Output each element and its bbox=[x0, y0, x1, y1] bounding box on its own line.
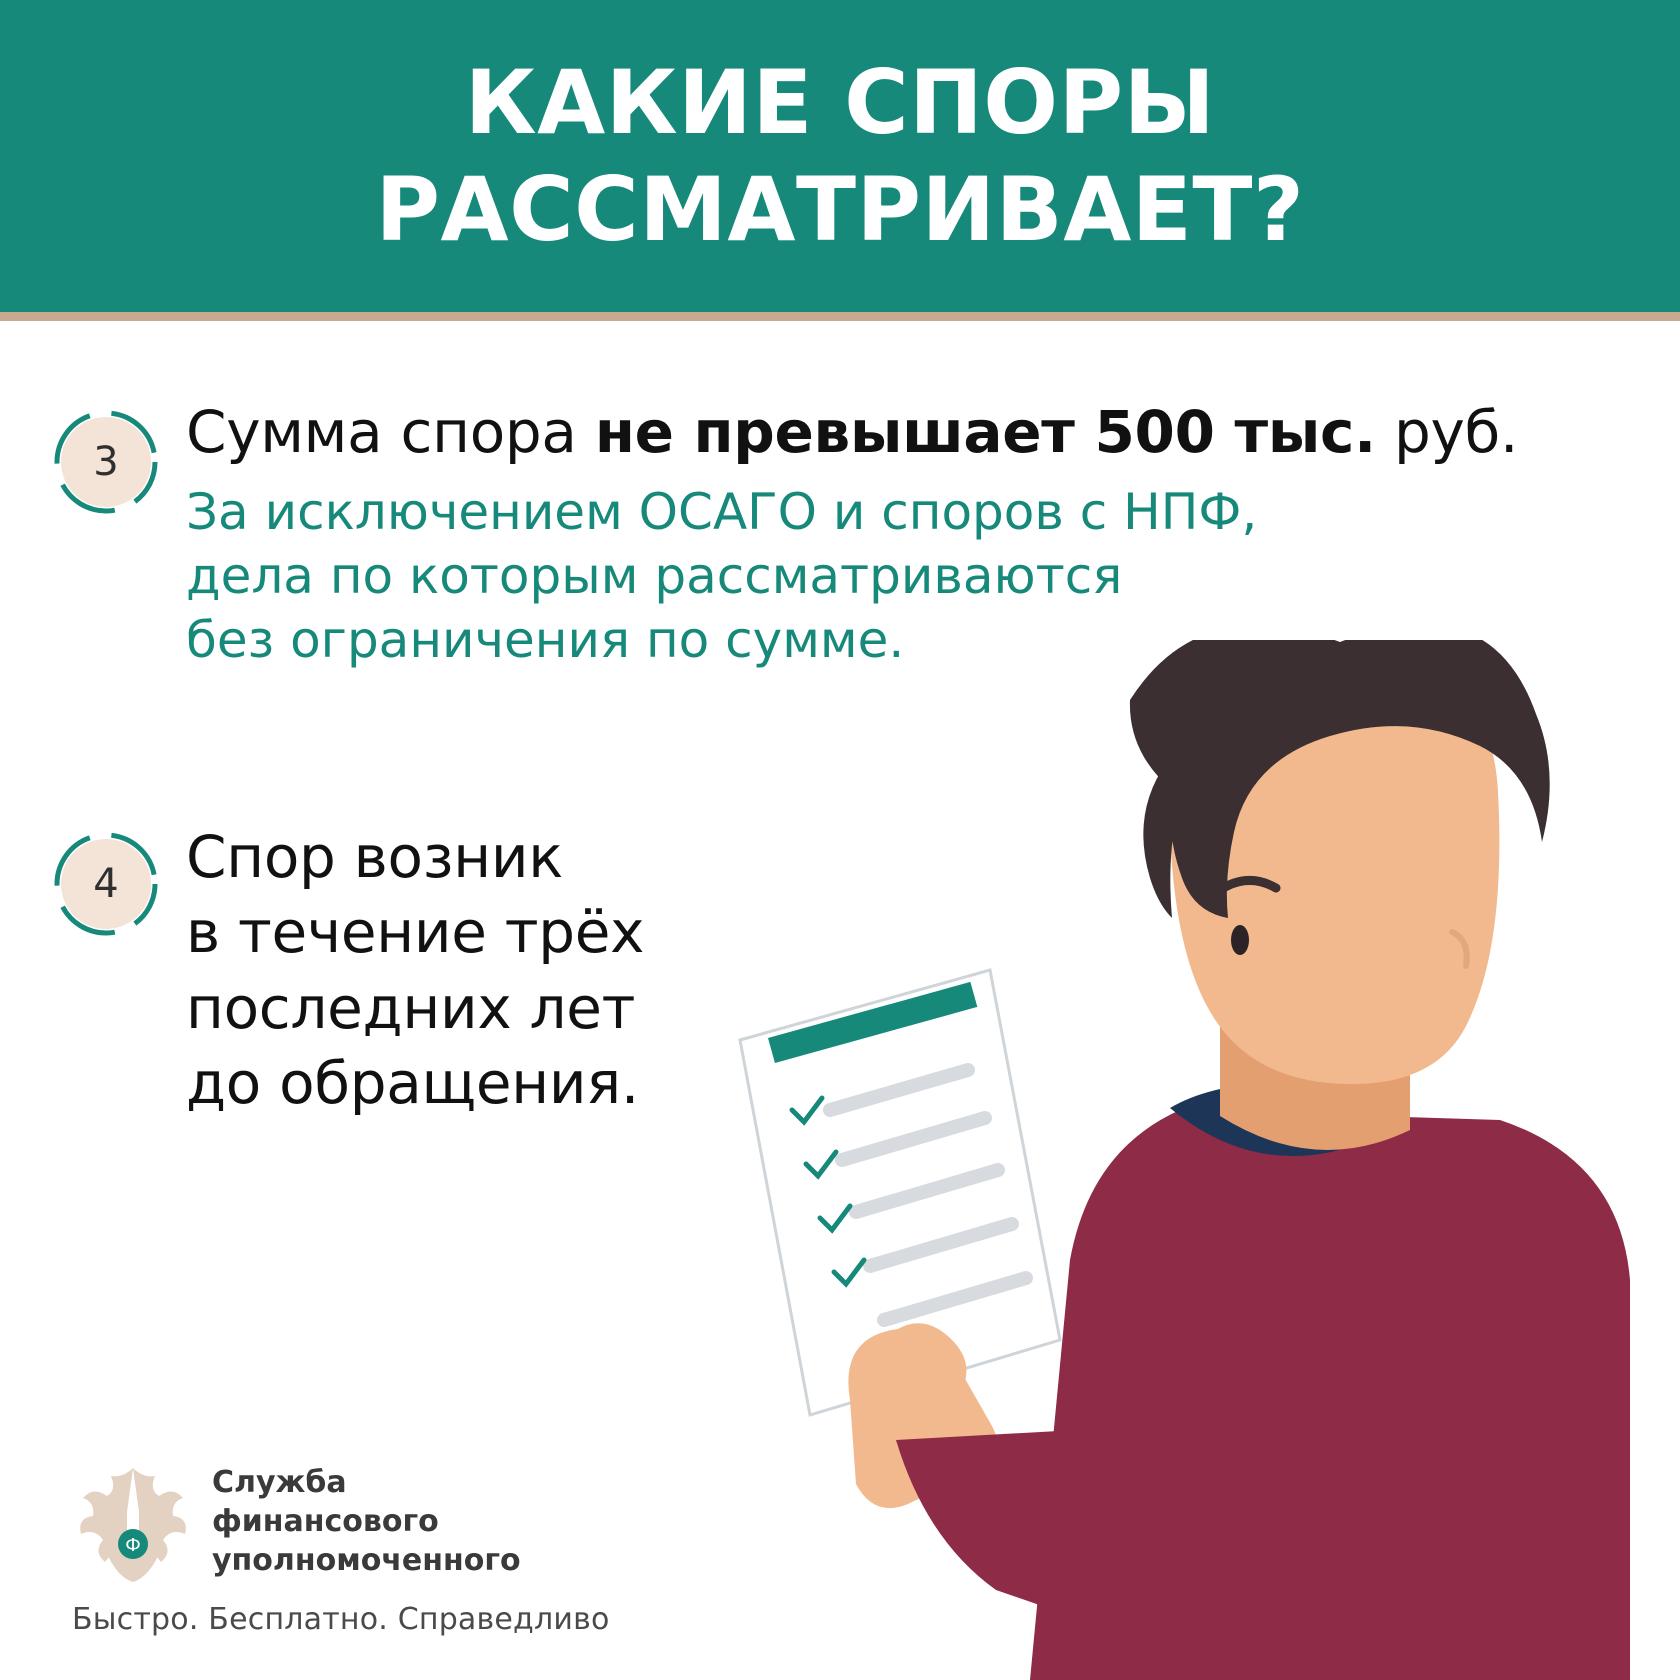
item-3-main-prefix: Сумма спора bbox=[186, 398, 595, 466]
logo-title: Служба финансового уполномоченного bbox=[212, 1464, 521, 1578]
body-sweater-graphic bbox=[1030, 1082, 1630, 1680]
double-headed-eagle-emblem-icon bbox=[72, 1460, 194, 1582]
svg-text:Ф: Ф bbox=[125, 1535, 141, 1556]
badge-number-label: 4 bbox=[93, 861, 119, 907]
item-3-texts bbox=[186, 398, 1612, 672]
logo-slogan: Быстро. Бесплатно. Справедливо bbox=[72, 1602, 610, 1637]
illustration-svg bbox=[700, 640, 1680, 1680]
badge-number-3 bbox=[52, 408, 160, 516]
item-3-main-suffix: руб. bbox=[1375, 398, 1519, 466]
header-divider bbox=[0, 312, 1680, 321]
logo-row bbox=[72, 1460, 692, 1582]
item-3-sub: За исключением ОСАГО и споров с НПФ, дела по которым рассматриваются без ограничения по сумме. bbox=[186, 483, 1258, 670]
item-3-main-bold: не превышает 500 тыс. bbox=[594, 398, 1376, 466]
badge-number-4 bbox=[52, 830, 160, 938]
logo-block bbox=[72, 1460, 692, 1640]
list-item-4 bbox=[52, 820, 812, 1122]
header-banner bbox=[0, 0, 1680, 312]
page-title: КАКИЕ СПОРЫ РАССМАТРИВАЕТ? bbox=[375, 50, 1305, 261]
head-graphic bbox=[1130, 640, 1550, 1150]
item-3-main bbox=[186, 398, 1612, 466]
illustration-man-with-document bbox=[700, 640, 1680, 1680]
item-4-main: Спор возник в течение трёх последних лет до обращения. bbox=[186, 823, 645, 1118]
badge-number-label: 3 bbox=[93, 439, 119, 485]
list-item-3 bbox=[52, 398, 1612, 672]
